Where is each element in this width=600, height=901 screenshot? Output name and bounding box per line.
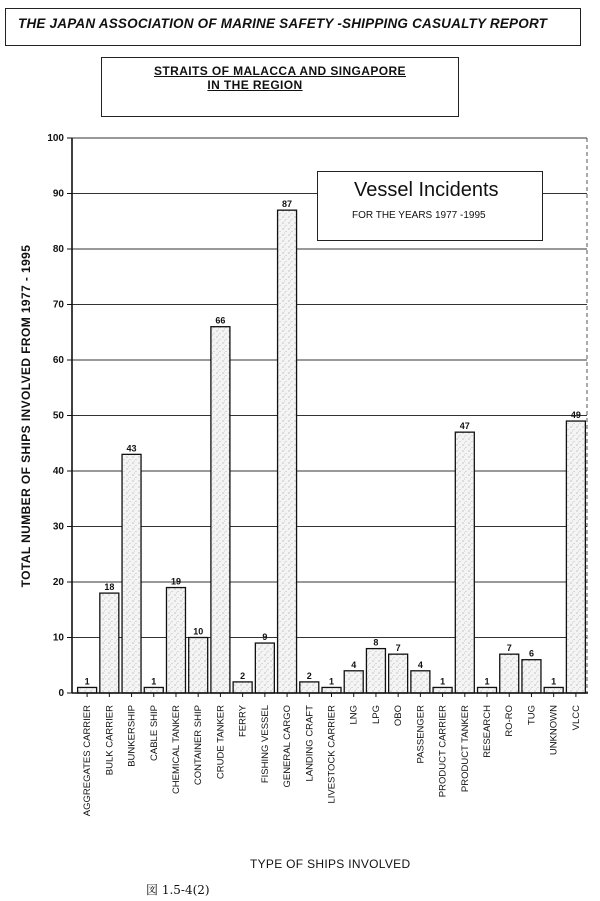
- bar-value-label: 19: [170, 576, 181, 587]
- x-tick-label: LNG: [348, 705, 360, 725]
- bar: [255, 643, 274, 693]
- bar-value-label: 2: [240, 670, 246, 681]
- bar: [166, 588, 185, 693]
- bar-value-label: 1: [151, 676, 157, 687]
- x-tick-label: CRUDE TANKER: [215, 705, 227, 780]
- bar: [566, 421, 585, 693]
- bar: [344, 671, 363, 693]
- bar-value-label: 18: [104, 582, 115, 593]
- bar-value-label: 7: [506, 643, 512, 654]
- x-tick-label: OBO: [393, 705, 405, 727]
- region-title-line1: STRAITS OF MALACCA AND SINGAPORE: [154, 64, 406, 78]
- bar: [122, 454, 141, 693]
- x-tick-label: RO-RO: [504, 705, 516, 737]
- bar: [322, 687, 341, 693]
- bar: [144, 687, 163, 693]
- bar: [189, 638, 208, 694]
- legend-subtitle: FOR THE YEARS 1977 -1995: [352, 210, 486, 221]
- report-header: THE JAPAN ASSOCIATION OF MARINE SAFETY -SHIPPING CASUALTY REPORT: [5, 8, 581, 46]
- bar-value-label: 1: [440, 676, 446, 687]
- x-tick-label: PRODUCT CARRIER: [437, 705, 449, 798]
- region-title-line2: IN THE REGION: [207, 78, 303, 92]
- bar-value-label: 66: [215, 315, 226, 326]
- bar-value-label: 43: [126, 443, 137, 454]
- legend-title: Vessel Incidents: [354, 179, 499, 201]
- x-tick-label: RESEARCH: [482, 705, 494, 758]
- bar: [100, 593, 119, 693]
- y-tick-label: 80: [52, 244, 64, 255]
- y-tick-label: 40: [52, 466, 64, 477]
- bar-value-label: 4: [351, 659, 357, 670]
- legend-box: [317, 171, 543, 241]
- bar-value-label: 2: [306, 670, 312, 681]
- y-axis-label: TOTAL NUMBER OF SHIPS INVOLVED FROM 1977 - 1995: [19, 244, 33, 588]
- x-tick-label: FERRY: [237, 705, 249, 738]
- y-tick-label: 60: [52, 355, 64, 366]
- bars: [78, 199, 586, 693]
- y-tick-label: 30: [52, 521, 64, 533]
- y-tick-label: 0: [58, 688, 64, 699]
- x-tick-label: PRODUCT TANKER: [459, 705, 471, 793]
- bar-value-label: 1: [551, 676, 557, 687]
- x-axis-label: TYPE OF SHIPS INVOLVED: [250, 857, 411, 871]
- bar: [433, 687, 452, 693]
- bar: [300, 682, 319, 693]
- bar: [211, 327, 230, 693]
- bar: [544, 687, 563, 693]
- x-tick-label: FISHING VESSEL: [259, 705, 271, 784]
- x-tick-label: TUG: [526, 705, 538, 726]
- bar-value-label: 1: [484, 676, 490, 687]
- figure-caption: 図 1.5-4(2): [146, 883, 210, 897]
- y-tick-label: 10: [52, 632, 64, 644]
- bar: [389, 654, 408, 693]
- x-tick-label: LIVESTOCK CARRIER: [326, 705, 338, 804]
- x-tick-label: CHEMICAL TANKER: [170, 705, 182, 795]
- bar-value-label: 6: [528, 648, 534, 659]
- x-tick-label: GENERAL CARGO: [282, 705, 294, 788]
- x-tick-label: LANDING CRAFT: [304, 705, 316, 782]
- bar: [233, 682, 252, 693]
- bar: [366, 649, 385, 693]
- bar: [478, 687, 497, 693]
- bar-value-label: 9: [262, 632, 268, 643]
- x-tick-label: BULK CARRIER: [104, 705, 116, 776]
- x-tick-label: BUNKERSHIP: [126, 705, 138, 767]
- x-tick-label: VLCC: [570, 705, 582, 731]
- bar: [455, 432, 474, 693]
- y-tick-label: 90: [52, 188, 64, 200]
- bar: [278, 210, 297, 693]
- bar-value-label: 47: [459, 421, 470, 432]
- x-tick-label: CONTAINER SHIP: [193, 705, 205, 786]
- bar-value-label: 1: [328, 676, 335, 687]
- bar-value-label: 10: [193, 626, 204, 637]
- y-tick-label: 50: [52, 410, 64, 422]
- bar-value-label: 1: [84, 676, 90, 687]
- bar-value-label: 49: [570, 410, 581, 421]
- x-tick-label: PASSENGER: [415, 705, 427, 764]
- bar-value-label: 7: [395, 643, 401, 654]
- y-tick-label: 70: [52, 299, 64, 311]
- bar-value-label: 8: [373, 637, 379, 648]
- bar: [500, 654, 519, 693]
- x-tick-label: AGGREGATES CARRIER: [82, 705, 94, 817]
- bar-value-label: 87: [282, 199, 293, 210]
- bar: [78, 687, 97, 693]
- x-tick-label: CABLE SHIP: [148, 705, 160, 761]
- bar: [522, 660, 541, 693]
- y-tick-label: 100: [47, 133, 64, 144]
- x-tick-label: UNKNOWN: [548, 705, 560, 756]
- y-tick-label: 20: [52, 577, 64, 588]
- bar-value-label: 4: [417, 659, 423, 670]
- x-tick-label: LPG: [370, 705, 382, 725]
- bar: [411, 671, 430, 693]
